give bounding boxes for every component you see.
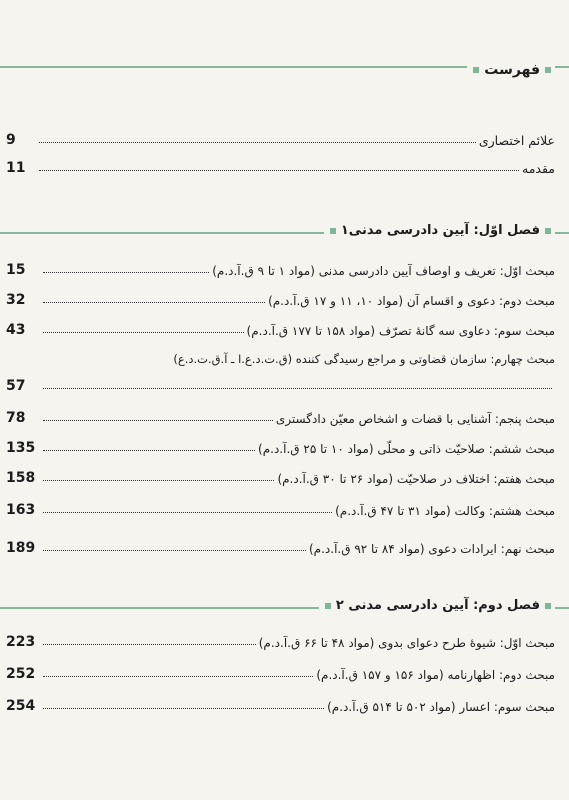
entry-title: مبحث اوّل: شیوهٔ طرح دعوای بدوی (مواد ۴۸ تا ۶۶ ق.آ.د.م) [258, 636, 555, 650]
toc-entry-continuation[interactable] [6, 374, 555, 394]
toc-entry[interactable] [6, 662, 555, 682]
page-number: 32 [6, 292, 26, 308]
square-bullet-icon [473, 67, 479, 73]
leader-dots [43, 676, 313, 677]
square-bullet-icon [325, 603, 331, 609]
toc-entry[interactable] [6, 288, 555, 308]
entry-title: مبحث دوم: اظهارنامه (مواد ۱۵۶ و ۱۵۷ ق.آ.د.م) [316, 668, 555, 682]
page-number: 158 [6, 470, 36, 486]
toc-entry[interactable] [6, 406, 555, 426]
toc-entry[interactable] [6, 318, 555, 338]
leader-dots [43, 302, 265, 303]
page-number: 15 [6, 262, 26, 278]
entry-title: مبحث چهارم: سازمان قضاوتی و مراجع رسیدگی کننده (ق.ت.د.ع.ا ـ آ.ق.ت.د.ع) [173, 352, 555, 366]
entry-title: مبحث اوّل: تعریف و اوصاف آیین دادرسی مدنی (مواد ۱ تا ۹ ق.آ.د.م) [212, 264, 555, 278]
page-number: 254 [6, 698, 36, 714]
page-number: 189 [6, 540, 36, 556]
entry-title: مبحث سوم: دعاوی سه گانهٔ تصرّف (مواد ۱۵۸ تا ۱۷۷ ق.آ.د.م) [246, 324, 555, 338]
leader-dots [43, 272, 209, 273]
entry-title: مبحث دوم: دعوی و اقسام آن (مواد ۱۰، ۱۱ و ۱۷ ق.آ.د.م) [268, 294, 555, 308]
entry-title: مبحث پنجم: آشنایی با قضات و اشخاص معیّن دادگستری [275, 412, 555, 426]
toc-entry[interactable] [6, 436, 555, 456]
entry-title: مبحث هفتم: اختلاف در صلاحیّت (مواد ۲۶ تا ۳۰ ق.آ.د.م) [277, 472, 555, 486]
page-number: 43 [6, 322, 26, 338]
leader-dots [43, 708, 324, 709]
leader-dots [43, 480, 274, 481]
toc-header [467, 62, 555, 78]
page-number: 9 [6, 132, 16, 148]
leader-dots [43, 332, 244, 333]
page-number: 252 [6, 666, 36, 682]
square-bullet-icon [545, 67, 551, 73]
entry-title: مبحث ششم: صلاحیّت ذاتی و محلّی (مواد ۱۰ تا ۲۵ ق.آ.د.م) [258, 442, 555, 456]
toc-entry[interactable] [6, 536, 555, 556]
toc-entry[interactable] [6, 258, 555, 278]
square-bullet-icon [545, 228, 551, 234]
leader-dots [39, 170, 519, 171]
entry-title: مبحث سوم: اعسار (مواد ۵۰۲ تا ۵۱۴ ق.آ.د.م) [327, 700, 555, 714]
toc-entry[interactable] [6, 466, 555, 486]
entry-title: مقدمه [522, 161, 555, 176]
toc-entry[interactable] [6, 156, 555, 176]
page-number: 223 [6, 634, 36, 650]
chapter-heading[interactable] [324, 223, 555, 238]
square-bullet-icon [330, 228, 336, 234]
page-number: 163 [6, 502, 36, 518]
page-number: 11 [6, 160, 26, 176]
leader-dots [43, 450, 255, 451]
toc-entry[interactable] [6, 128, 555, 148]
chapter-heading[interactable] [319, 598, 555, 613]
leader-dots [43, 512, 332, 513]
toc-entry[interactable] [6, 498, 555, 518]
page-title: فهرست [484, 62, 540, 78]
page-number: 135 [6, 440, 36, 456]
page-number: 78 [6, 410, 26, 426]
leader-dots [43, 420, 273, 421]
leader-dots [39, 142, 476, 143]
chapter-title: فصل اوّل: آیین دادرسی مدنی۱ [340, 223, 540, 238]
leader-dots [43, 644, 256, 645]
leader-dots [43, 550, 306, 551]
toc-entry[interactable] [6, 630, 555, 650]
leader-dots [43, 388, 552, 389]
entry-title: مبحث هشتم: وکالت (مواد ۳۱ تا ۴۷ ق.آ.د.م) [335, 504, 555, 518]
toc-entry[interactable] [6, 348, 555, 366]
chapter-title: فصل دوم: آیین دادرسی مدنی ۲ [335, 598, 540, 613]
toc-entry[interactable] [6, 694, 555, 714]
entry-title: علائم اختصاری [478, 133, 555, 148]
square-bullet-icon [545, 603, 551, 609]
entry-title: مبحث نهم: ایرادات دعوی (مواد ۸۴ تا ۹۲ ق.آ.د.م) [308, 542, 555, 556]
page-number: 57 [6, 378, 26, 394]
